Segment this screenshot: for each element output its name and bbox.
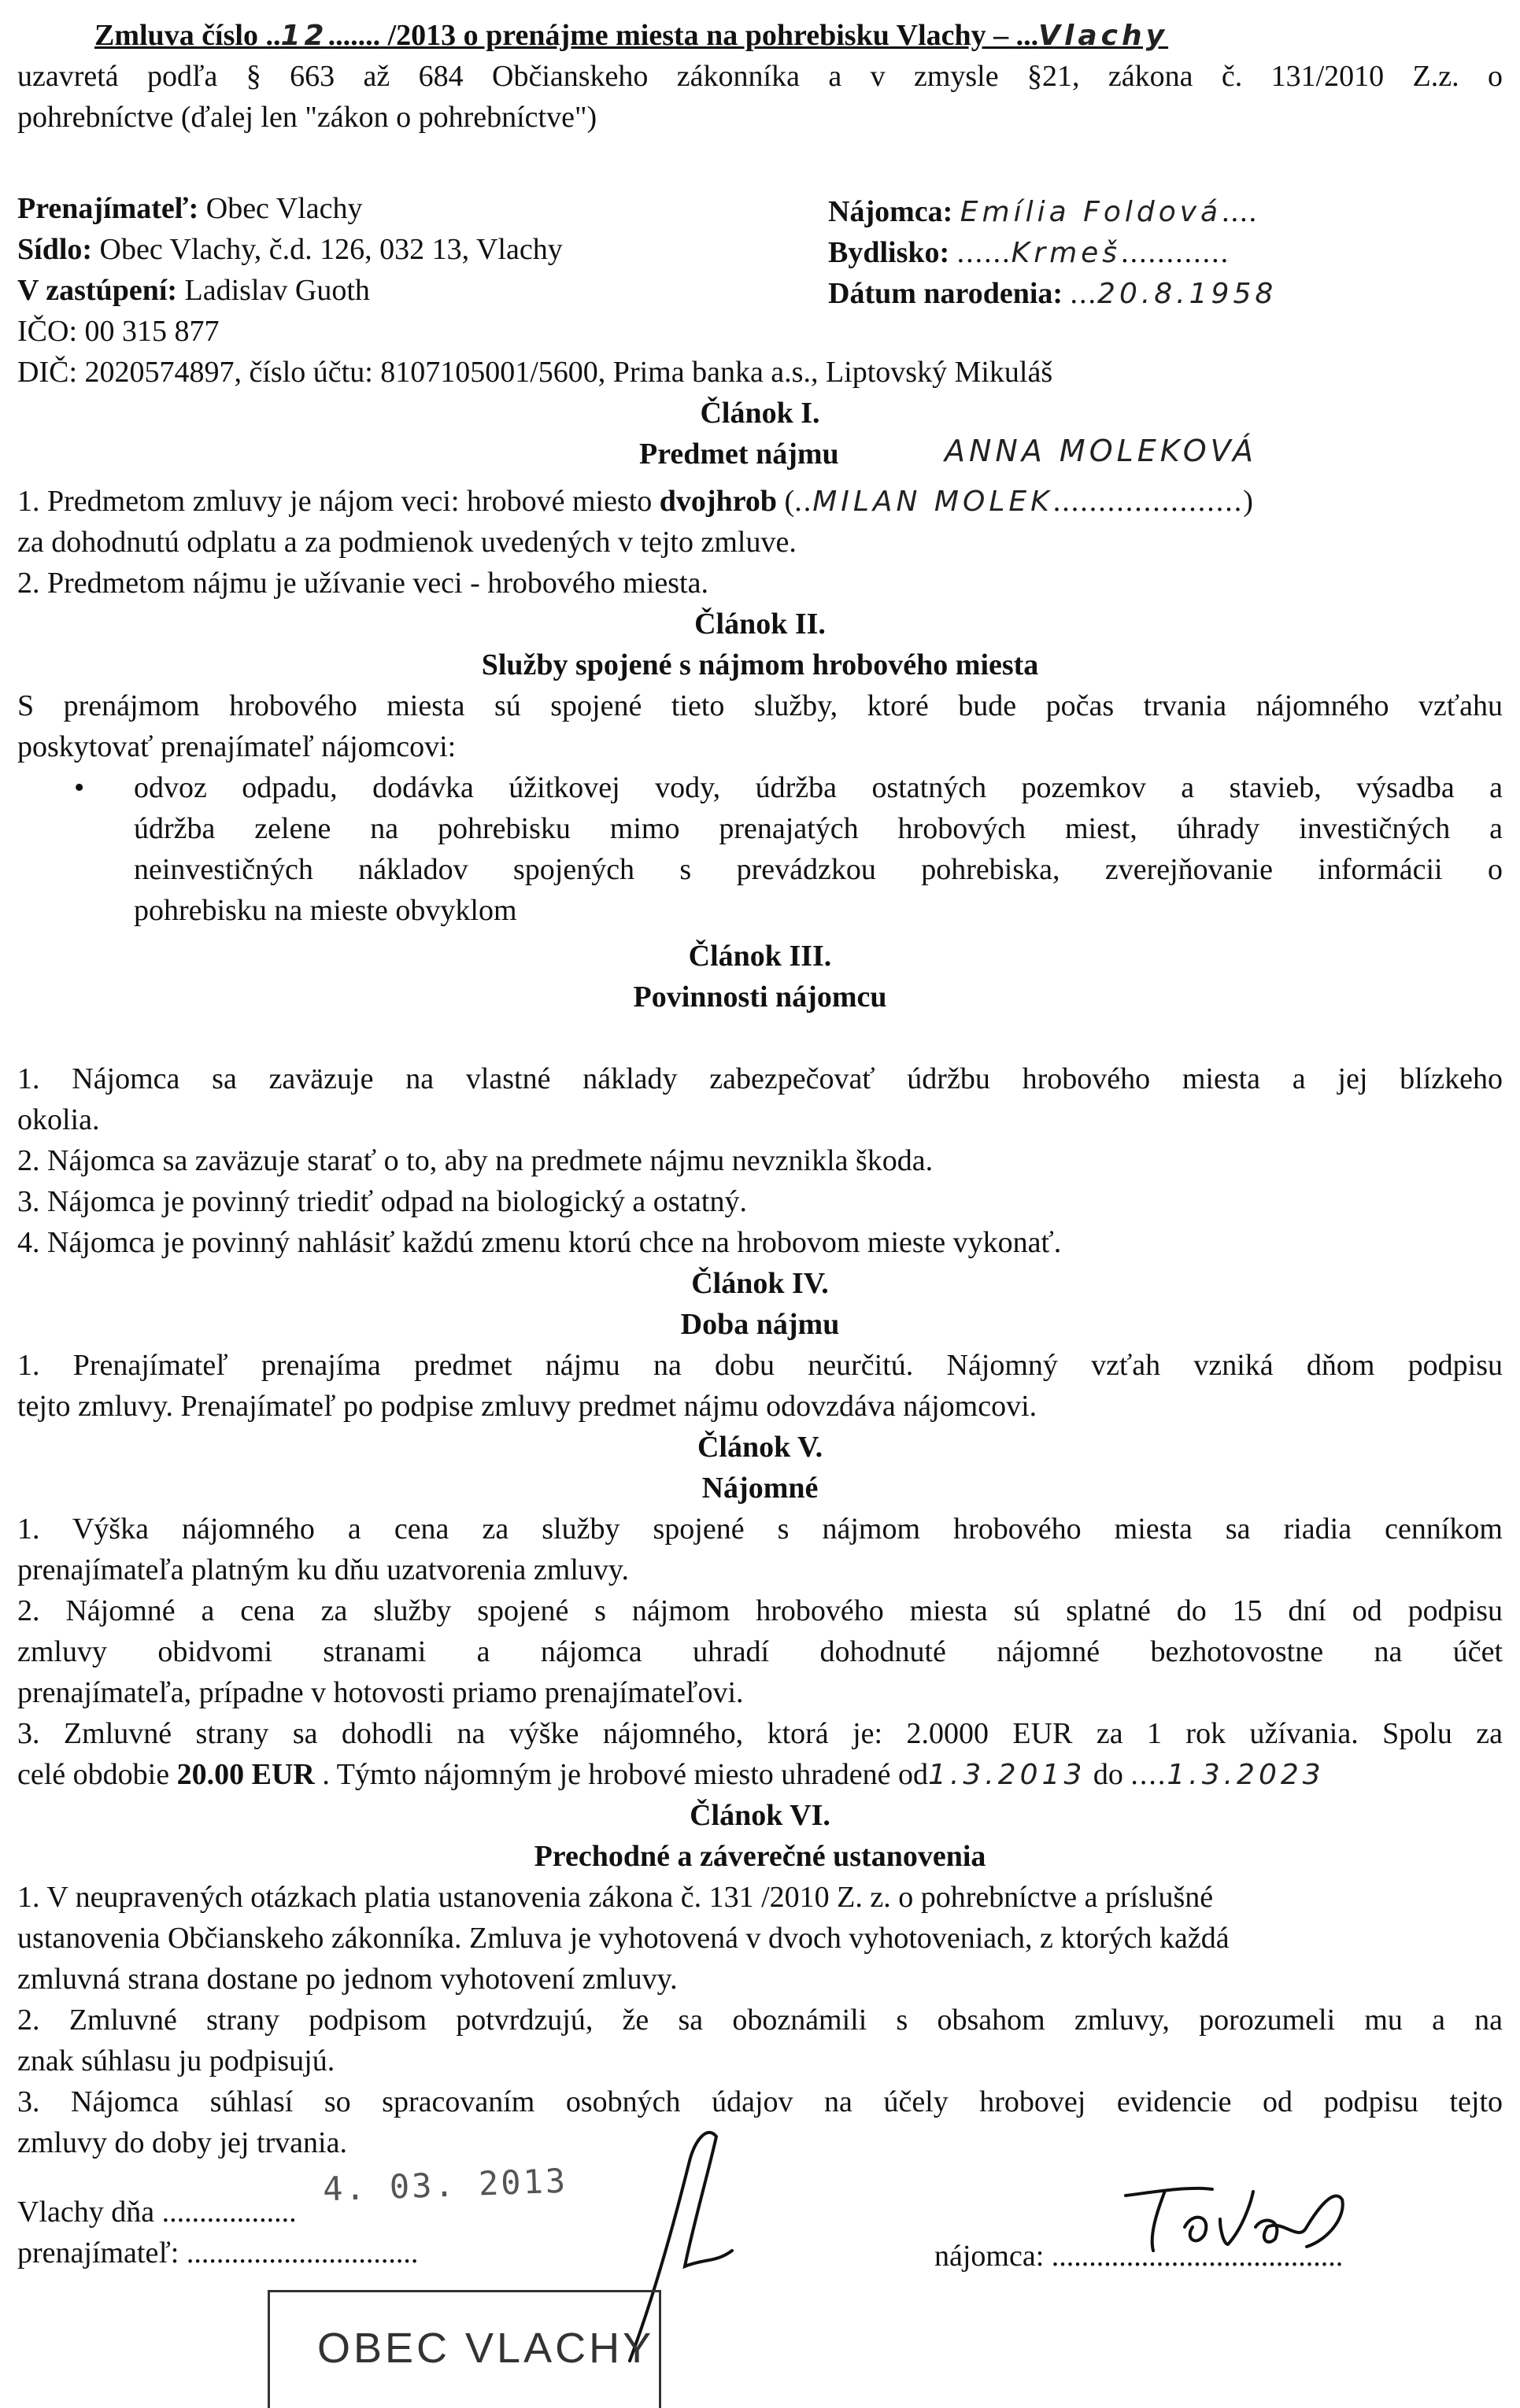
article-4-subheading: Doba nájmu: [680, 1308, 840, 1341]
article-4-p1-cont: tejto zmluvy. Prenajímateľ po podpise zmluvy predmet nájmu odovzdáva nájomcovi.: [17, 1390, 1037, 1423]
article-6-p3-cont: zmluvy do doby jej trvania.: [17, 2126, 347, 2159]
rent-from-date: 1.3.2013: [928, 1759, 1086, 1791]
article-6-p1: 1. V neupravených otázkach platia ustanovenia zákona č. 131 /2010 Z. z. o pohrebníctve a príslušné: [17, 1881, 1214, 1914]
article-4-heading: Článok IV.: [691, 1267, 829, 1300]
article-2-bullet-4: pohrebisku na mieste obvyklom: [134, 894, 517, 927]
article-6-p2-cont: znak súhlasu ju podpisujú.: [17, 2044, 335, 2077]
header-line-1: uzavretá podľa § 663 až 684 Občianskeho zákonníka a v zmysle §21, zákona č. 131/2010 Z.z. o: [17, 60, 1503, 93]
article-5-p1: 1. Výška nájomného a cena za služby spojené s nájmom hrobového miesta sa riadia cenníkom: [17, 1512, 1503, 1546]
article-5-p3: 3. Zmluvné strany sa dohodli na výške nájomného, ktorá je: 2.0000 EUR za 1 rok užívania. Spolu za: [17, 1717, 1503, 1750]
article-3-p1: 1. Nájomca sa zaväzuje na vlastné náklady zabezpečovať údržbu hrobového miesta a jej blízkeho: [17, 1062, 1503, 1095]
article-5-subheading: Nájomné: [701, 1472, 819, 1505]
landlord-signature-line: prenajímateľ: ...............................: [17, 2236, 419, 2270]
seat: Sídlo: Obec Vlachy, č.d. 126, 032 13, Vlachy: [17, 233, 563, 266]
header-line-2: pohrebníctve (ďalej len "zákon o pohrebníctve"): [17, 101, 597, 134]
article-2-bullet-1: odvoz odpadu, dodávka úžitkovej vody, údržba ostatných pozemkov a stavieb, výsadba a: [134, 771, 1503, 804]
rent-to-date: 1.3.2023: [1167, 1759, 1325, 1791]
article-6-heading: Článok VI.: [690, 1799, 830, 1832]
date-stamp: 4. 03. 2013: [322, 2161, 568, 2209]
tenant-signature: [1118, 2172, 1354, 2258]
article-2-heading: Článok II.: [694, 608, 826, 641]
article-3-p2: 2. Nájomca sa zaväzuje starať o to, aby na predmete nájmu nevznikla škoda.: [17, 1144, 934, 1177]
article-3-p4: 4. Nájomca je povinný nahlásiť každú zmenu ktorú chce na hrobovom mieste vykonať.: [17, 1226, 1062, 1259]
article-2-bullet-3: neinvestičných nákladov spojených s prevádzkou pohrebiska, zverejňovanie informácii o: [134, 853, 1503, 886]
contract-title: Zmluva číslo ..12....... /2013 o prenájme miesta na pohrebisku Vlachy – ...Vlachy: [94, 19, 1169, 52]
handwritten-name-anna: ANNA MOLEKOVÁ: [945, 434, 1258, 468]
article-5-p1-cont: prenajímateľa platným ku dňu uzatvorenia zmluvy.: [17, 1553, 629, 1586]
article-1-p1: 1. Predmetom zmluvy je nájom veci: hrobové miesto dvojhrob (..MILAN MOLEK.....................): [17, 485, 1255, 518]
article-3-subheading: Povinnosti nájomcu: [633, 981, 887, 1014]
tenant-signature-line: nájomca: .......................................: [934, 2240, 1344, 2273]
article-1-subheading: Predmet nájmu: [639, 438, 839, 471]
residence: Bydlisko: ......Krmeš............: [828, 236, 1230, 269]
article-3-p3: 3. Nájomca je povinný triediť odpad na biologický a ostatný.: [17, 1185, 747, 1218]
article-4-p1: 1. Prenajímateľ prenajíma predmet nájmu na dobu neurčitú. Nájomný vzťah vzniká dňom podpisu: [17, 1349, 1503, 1382]
article-2-intro-1: S prenájmom hrobového miesta sú spojené tieto služby, ktoré bude počas trvania nájomného vzťahu: [17, 689, 1503, 722]
article-6-p1-cont-1: ustanovenia Občianskeho zákonníka. Zmluva je vyhotovená v dvoch vyhotoveniach, z ktorých každá: [17, 1922, 1230, 1955]
ico: IČO: 00 315 877: [17, 315, 220, 348]
article-5-heading: Článok V.: [697, 1431, 823, 1464]
article-1-heading: Článok I.: [700, 397, 820, 430]
article-5-p2-cont-1: zmluvy obidvomi stranami a nájomca uhradí dohodnuté nájomné bezhotovostne na účet: [17, 1635, 1503, 1668]
article-1-p1-cont: za dohodnutú odplatu a za podmienok uvedených v tejto zmluve.: [17, 526, 797, 559]
landlord: Prenajímateľ: Obec Vlachy: [17, 192, 363, 225]
representative: V zastúpení: Ladislav Guoth: [17, 274, 370, 307]
birth-date: Dátum narodenia: ...20.8.1958: [828, 277, 1278, 310]
tenant: Nájomca: Emília Foldová....: [828, 195, 1259, 228]
article-6-subheading: Prechodné a záverečné ustanovenia: [534, 1840, 986, 1873]
article-1-p2: 2. Predmetom nájmu je užívanie veci - hrobového miesta.: [17, 567, 708, 600]
signature-date-line: Vlachy dňa ..................: [17, 2196, 297, 2229]
article-2-intro-2: poskytovať prenajímateľ nájomcovi:: [17, 730, 457, 763]
office-stamp-text: OBEC VLACHY: [317, 2325, 655, 2372]
contract-number-handwritten: 12: [280, 20, 328, 52]
article-2-bullet-2: údržba zelene na pohrebisku mimo prenajatých hrobových miest, úhrady investičných a: [134, 812, 1503, 845]
place-handwritten: Vlachy: [1038, 20, 1169, 52]
article-6-p3: 3. Nájomca súhlasí so spracovaním osobných údajov na účely hrobovej evidencie od podpisu tejto: [17, 2085, 1503, 2118]
article-3-p1-cont: okolia.: [17, 1103, 100, 1136]
article-3-heading: Článok III.: [688, 940, 832, 973]
article-5-p2-cont-2: prenajímateľa, prípadne v hotovosti priamo prenajímateľovi.: [17, 1676, 744, 1709]
bullet-marker: •: [74, 771, 85, 804]
article-5-p3-cont: celé obdobie 20.00 EUR . Týmto nájomným je hrobové miesto uhradené od1.3.2013 do ....1.3.2023: [17, 1758, 1325, 1791]
article-6-p2: 2. Zmluvné strany podpisom potvrdzujú, že sa oboznámili s obsahom zmluvy, porozumeli mu a na: [17, 2004, 1503, 2037]
article-2-subheading: Služby spojené s nájmom hrobového miesta: [481, 648, 1039, 681]
office-stamp: [268, 2290, 661, 2408]
dic: DIČ: 2020574897, číslo účtu: 8107105001/5600, Prima banka a.s., Liptovský Mikuláš: [17, 356, 1053, 389]
article-5-p2: 2. Nájomné a cena za služby spojené s nájmom hrobového miesta sú splatné do 15 dní od podpisu: [17, 1594, 1503, 1627]
article-6-p1-cont-2: zmluvná strana dostane po jednom vyhotovení zmluvy.: [17, 1963, 678, 1996]
